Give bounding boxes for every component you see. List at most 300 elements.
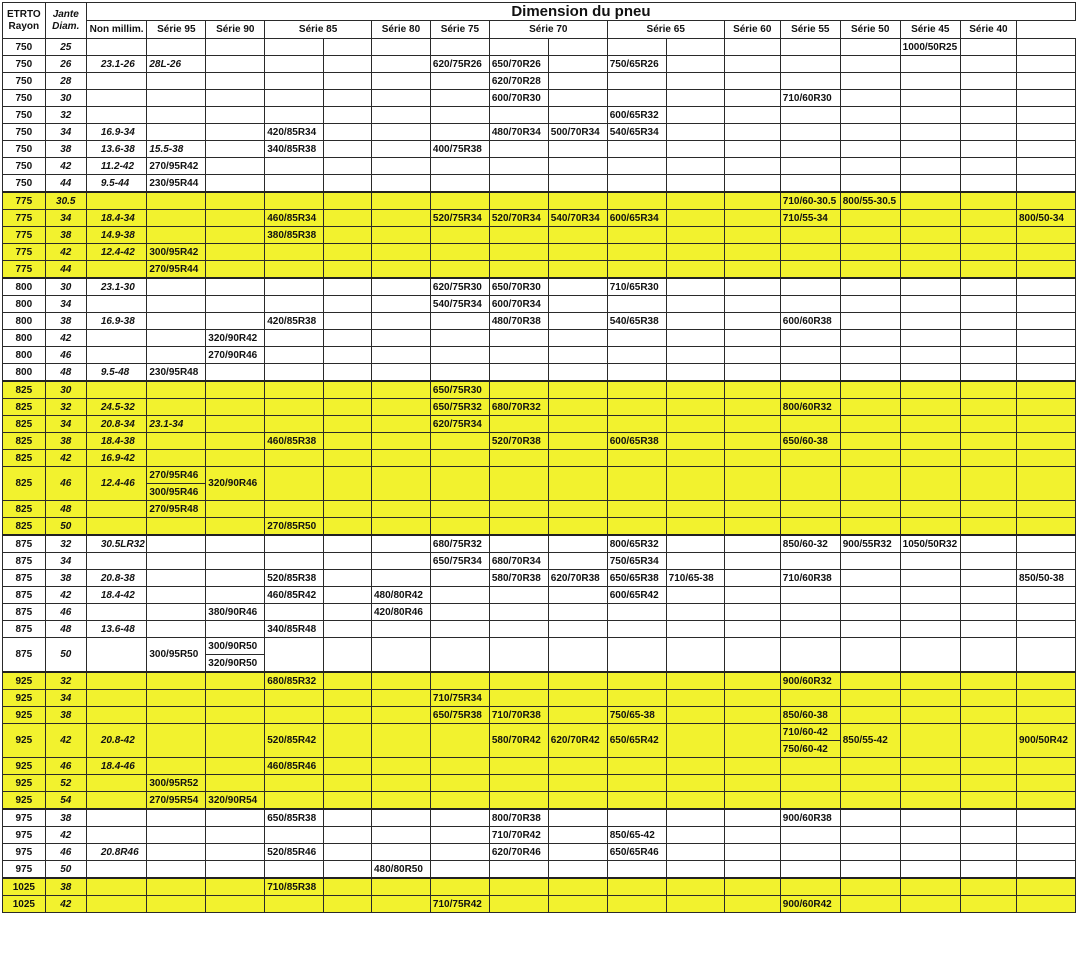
size-cell	[147, 707, 206, 724]
size-cell	[724, 827, 780, 844]
rayon-cell: 750	[3, 39, 46, 56]
size-cell	[780, 467, 840, 501]
size-cell: 15.5-38	[147, 141, 206, 158]
size-cell	[489, 792, 548, 810]
jante-cell: 32	[45, 535, 86, 553]
size-cell	[206, 690, 265, 707]
table-row	[3, 690, 1076, 707]
size-cell	[1016, 501, 1075, 518]
size-cell	[371, 227, 430, 244]
rayon-cell: 800	[3, 278, 46, 296]
table-row	[3, 501, 1076, 518]
size-cell: 800/65R32	[607, 535, 666, 553]
size-cell: 580/70R42	[489, 724, 548, 758]
size-cell	[147, 330, 206, 347]
size-cell	[960, 792, 1016, 810]
jante-cell: 38	[45, 809, 86, 827]
size-cell	[489, 192, 548, 210]
size-cell	[265, 158, 324, 175]
table-row	[3, 90, 1076, 107]
size-cell	[548, 844, 607, 861]
size-cell	[489, 39, 548, 56]
table-row	[3, 141, 1076, 158]
size-cell	[324, 553, 372, 570]
size-cell: 710/60R30	[780, 90, 840, 107]
size-cell	[607, 90, 666, 107]
size-cell	[371, 638, 430, 673]
size-cell	[607, 878, 666, 896]
size-cell	[960, 124, 1016, 141]
size-cell	[430, 809, 489, 827]
size-cell	[666, 809, 724, 827]
rayon-cell: 1025	[3, 878, 46, 896]
size-cell	[960, 501, 1016, 518]
non-millim-cell	[86, 809, 147, 827]
size-cell	[960, 210, 1016, 227]
size-cell	[147, 809, 206, 827]
size-cell	[265, 296, 324, 313]
size-cell	[206, 587, 265, 604]
non-millim-cell: 20.8-42	[86, 724, 147, 758]
size-cell	[489, 381, 548, 399]
jante-cell: 42	[45, 330, 86, 347]
size-cell	[607, 261, 666, 279]
size-cell	[780, 261, 840, 279]
size-cell: 620/75R30	[430, 278, 489, 296]
size-cell	[607, 450, 666, 467]
jante-cell: 42	[45, 158, 86, 175]
size-cell	[324, 433, 372, 450]
size-cell	[371, 56, 430, 73]
size-cell	[724, 896, 780, 913]
size-cell	[780, 553, 840, 570]
table-row	[3, 73, 1076, 90]
size-cell	[430, 621, 489, 638]
rayon-cell: 825	[3, 381, 46, 399]
size-cell	[960, 775, 1016, 792]
jante-cell: 46	[45, 604, 86, 621]
size-cell	[1016, 553, 1075, 570]
size-cell	[147, 192, 206, 210]
size-cell	[900, 878, 960, 896]
size-cell	[1016, 175, 1075, 193]
size-cell	[780, 347, 840, 364]
size-cell	[324, 56, 372, 73]
size-cell	[371, 467, 430, 501]
size-cell	[724, 313, 780, 330]
non-millim-cell: 16.9-42	[86, 450, 147, 467]
size-cell	[265, 261, 324, 279]
rayon-cell: 875	[3, 570, 46, 587]
jante-cell: 42	[45, 587, 86, 604]
size-cell	[607, 896, 666, 913]
size-cell	[206, 210, 265, 227]
size-cell	[548, 39, 607, 56]
size-cell	[1016, 896, 1075, 913]
size-cell	[900, 244, 960, 261]
size-cell	[206, 758, 265, 775]
size-cell	[900, 364, 960, 382]
jante-cell: 25	[45, 39, 86, 56]
size-cell	[780, 244, 840, 261]
size-cell	[265, 347, 324, 364]
non-millim-cell: 13.6-38	[86, 141, 147, 158]
size-cell	[147, 690, 206, 707]
size-cell: 460/85R46	[265, 758, 324, 775]
size-cell: 420/85R34	[265, 124, 324, 141]
size-cell: 600/65R32	[607, 107, 666, 124]
size-cell: 520/70R38	[489, 433, 548, 450]
size-cell	[724, 621, 780, 638]
size-cell	[607, 638, 666, 673]
size-cell	[960, 827, 1016, 844]
size-cell	[265, 39, 324, 56]
size-cell	[900, 227, 960, 244]
size-cell	[430, 827, 489, 844]
size-cell: 300/90R50	[206, 638, 265, 655]
size-cell	[724, 707, 780, 724]
size-cell	[900, 724, 960, 758]
size-cell	[666, 707, 724, 724]
size-cell	[489, 518, 548, 536]
rayon-cell: 925	[3, 690, 46, 707]
size-cell	[371, 399, 430, 416]
size-cell	[780, 416, 840, 433]
size-cell	[724, 690, 780, 707]
non-millim-cell: 30.5LR32	[86, 535, 147, 553]
size-cell	[324, 124, 372, 141]
table-row	[3, 570, 1076, 587]
size-cell	[666, 844, 724, 861]
size-cell	[265, 90, 324, 107]
non-millim-cell	[86, 39, 147, 56]
size-cell	[900, 553, 960, 570]
size-cell	[840, 896, 900, 913]
rayon-cell: 1025	[3, 896, 46, 913]
non-millim-cell: 16.9-34	[86, 124, 147, 141]
size-cell	[548, 433, 607, 450]
size-cell	[371, 347, 430, 364]
size-cell: 900/50R42	[1016, 724, 1075, 758]
size-cell	[840, 827, 900, 844]
size-cell	[1016, 364, 1075, 382]
size-cell: 620/70R28	[489, 73, 548, 90]
rayon-cell: 975	[3, 844, 46, 861]
size-cell	[780, 381, 840, 399]
size-cell	[724, 518, 780, 536]
size-cell	[206, 535, 265, 553]
size-cell	[147, 90, 206, 107]
size-cell	[206, 553, 265, 570]
size-cell	[607, 192, 666, 210]
size-cell	[960, 809, 1016, 827]
size-cell	[780, 604, 840, 621]
non-millim-cell	[86, 775, 147, 792]
size-cell: 650/70R26	[489, 56, 548, 73]
size-cell: 650/75R30	[430, 381, 489, 399]
size-cell	[206, 278, 265, 296]
size-cell	[371, 296, 430, 313]
size-cell	[265, 107, 324, 124]
rayon-cell: 825	[3, 501, 46, 518]
jante-cell: 30.5	[45, 192, 86, 210]
size-cell	[960, 707, 1016, 724]
table-row	[3, 707, 1076, 724]
size-cell: 850/60-32	[780, 535, 840, 553]
size-cell	[371, 330, 430, 347]
size-cell	[206, 861, 265, 879]
size-cell	[1016, 416, 1075, 433]
size-cell	[265, 244, 324, 261]
size-cell	[1016, 775, 1075, 792]
size-cell	[1016, 809, 1075, 827]
series-header: Série 45	[900, 21, 960, 39]
table-row	[3, 227, 1076, 244]
size-cell: 460/85R34	[265, 210, 324, 227]
size-cell	[147, 878, 206, 896]
rayon-cell: 825	[3, 467, 46, 501]
rayon-cell: 825	[3, 399, 46, 416]
size-cell	[371, 416, 430, 433]
size-cell	[666, 621, 724, 638]
size-cell	[371, 672, 430, 690]
jante-cell: 38	[45, 141, 86, 158]
size-cell	[265, 56, 324, 73]
size-cell	[430, 450, 489, 467]
size-cell	[666, 364, 724, 382]
size-cell	[1016, 467, 1075, 501]
size-cell	[489, 330, 548, 347]
size-cell	[900, 450, 960, 467]
non-millim-cell: 12.4-46	[86, 467, 147, 501]
table-row	[3, 827, 1076, 844]
dimension-title: Dimension du pneu	[86, 3, 1075, 21]
size-cell	[780, 861, 840, 879]
size-cell	[780, 158, 840, 175]
size-cell	[840, 878, 900, 896]
size-cell: 850/50-38	[1016, 570, 1075, 587]
size-cell	[840, 261, 900, 279]
jante-cell: 32	[45, 672, 86, 690]
jante-diam-header	[45, 3, 86, 39]
non-millim-cell: 9.5-44	[86, 175, 147, 193]
size-cell	[840, 450, 900, 467]
size-cell	[265, 175, 324, 193]
size-cell	[548, 73, 607, 90]
size-cell: 710/70R38	[489, 707, 548, 724]
size-cell	[147, 587, 206, 604]
size-cell	[780, 330, 840, 347]
size-cell	[666, 518, 724, 536]
size-cell	[147, 210, 206, 227]
size-cell	[548, 758, 607, 775]
size-cell	[265, 861, 324, 879]
rayon-cell: 800	[3, 347, 46, 364]
size-cell	[206, 73, 265, 90]
rayon-cell: 825	[3, 518, 46, 536]
size-cell	[840, 296, 900, 313]
size-cell	[960, 724, 1016, 758]
size-cell	[666, 878, 724, 896]
size-cell	[840, 347, 900, 364]
jante-cell: 30	[45, 90, 86, 107]
size-cell	[430, 244, 489, 261]
non-millim-cell: 20.8-38	[86, 570, 147, 587]
non-millim-cell	[86, 518, 147, 536]
size-cell: 540/65R38	[607, 313, 666, 330]
size-cell	[371, 278, 430, 296]
non-millim-cell: 23.1-26	[86, 56, 147, 73]
rayon-cell: 750	[3, 158, 46, 175]
size-cell	[548, 227, 607, 244]
size-cell	[666, 56, 724, 73]
etrto-rayon-header	[3, 3, 46, 39]
size-cell	[1016, 399, 1075, 416]
size-cell	[324, 878, 372, 896]
size-cell	[960, 90, 1016, 107]
size-cell	[147, 758, 206, 775]
size-cell	[1016, 296, 1075, 313]
rayon-cell: 925	[3, 792, 46, 810]
size-cell	[324, 227, 372, 244]
size-cell	[489, 467, 548, 501]
size-cell	[430, 724, 489, 758]
size-cell	[840, 809, 900, 827]
size-cell	[147, 107, 206, 124]
size-cell	[548, 896, 607, 913]
size-cell	[840, 518, 900, 536]
table-row	[3, 878, 1076, 896]
size-cell	[780, 73, 840, 90]
size-cell	[724, 638, 780, 673]
size-cell	[324, 775, 372, 792]
size-cell	[1016, 758, 1075, 775]
size-cell	[489, 878, 548, 896]
size-cell	[840, 672, 900, 690]
size-cell	[206, 518, 265, 536]
size-cell	[147, 827, 206, 844]
size-cell	[489, 227, 548, 244]
size-cell	[430, 73, 489, 90]
size-cell	[666, 638, 724, 673]
size-cell	[489, 244, 548, 261]
size-cell: 620/75R34	[430, 416, 489, 433]
jante-cell: 42	[45, 244, 86, 261]
etrto-label: ETRTO	[6, 8, 41, 20]
size-cell	[548, 690, 607, 707]
size-cell	[780, 501, 840, 518]
size-cell	[206, 501, 265, 518]
size-cell	[371, 313, 430, 330]
size-cell	[324, 690, 372, 707]
non-millim-cell	[86, 690, 147, 707]
size-cell	[724, 570, 780, 587]
size-cell	[430, 192, 489, 210]
size-cell	[724, 535, 780, 553]
rayon-cell: 750	[3, 90, 46, 107]
table-row	[3, 124, 1076, 141]
size-cell: 650/75R32	[430, 399, 489, 416]
size-cell	[666, 210, 724, 227]
size-cell: 420/85R38	[265, 313, 324, 330]
size-cell: 710/65R30	[607, 278, 666, 296]
size-cell	[900, 621, 960, 638]
size-cell	[548, 792, 607, 810]
size-cell	[960, 416, 1016, 433]
size-cell: 520/75R34	[430, 210, 489, 227]
size-cell: 650/65R42	[607, 724, 666, 758]
size-cell	[548, 56, 607, 73]
size-cell: 320/90R54	[206, 792, 265, 810]
size-cell: 620/70R46	[489, 844, 548, 861]
table-row	[3, 56, 1076, 73]
jante-cell: 32	[45, 107, 86, 124]
non-millim-cell	[86, 381, 147, 399]
series-header: Série 85	[265, 21, 372, 39]
size-cell	[324, 707, 372, 724]
size-cell	[548, 450, 607, 467]
size-cell	[206, 672, 265, 690]
size-cell: 650/70R30	[489, 278, 548, 296]
size-cell	[607, 672, 666, 690]
size-cell	[430, 313, 489, 330]
size-cell	[960, 758, 1016, 775]
size-cell: 480/80R42	[371, 587, 430, 604]
size-cell: 400/75R38	[430, 141, 489, 158]
size-cell	[265, 638, 324, 673]
size-cell	[324, 501, 372, 518]
non-millim-cell	[86, 792, 147, 810]
size-cell	[666, 347, 724, 364]
size-cell	[147, 621, 206, 638]
size-cell	[666, 261, 724, 279]
size-cell	[489, 690, 548, 707]
size-cell	[666, 775, 724, 792]
size-cell	[489, 501, 548, 518]
size-cell: 710/55-34	[780, 210, 840, 227]
size-cell	[371, 192, 430, 210]
size-cell	[840, 621, 900, 638]
size-cell: 230/95R44	[147, 175, 206, 193]
size-cell: 600/60R38	[780, 313, 840, 330]
table-row	[3, 347, 1076, 364]
size-cell: 520/85R38	[265, 570, 324, 587]
size-cell	[371, 896, 430, 913]
non-millim-cell	[86, 501, 147, 518]
size-cell	[1016, 124, 1075, 141]
size-cell	[548, 158, 607, 175]
non-millim-cell	[86, 672, 147, 690]
size-cell: 900/60R32	[780, 672, 840, 690]
size-cell	[324, 604, 372, 621]
size-cell	[840, 399, 900, 416]
size-cell	[666, 192, 724, 210]
size-cell	[840, 638, 900, 673]
tire-size-table-container	[2, 2, 1076, 913]
size-cell	[780, 844, 840, 861]
size-cell	[371, 827, 430, 844]
size-cell	[960, 433, 1016, 450]
size-cell: 710/60-42	[780, 724, 840, 741]
table-row	[3, 330, 1076, 347]
size-cell	[489, 107, 548, 124]
size-cell: 900/60R38	[780, 809, 840, 827]
rayon-cell: 800	[3, 330, 46, 347]
size-cell	[840, 210, 900, 227]
rayon-cell: 875	[3, 535, 46, 553]
size-cell	[666, 724, 724, 758]
non-millim-cell	[86, 347, 147, 364]
